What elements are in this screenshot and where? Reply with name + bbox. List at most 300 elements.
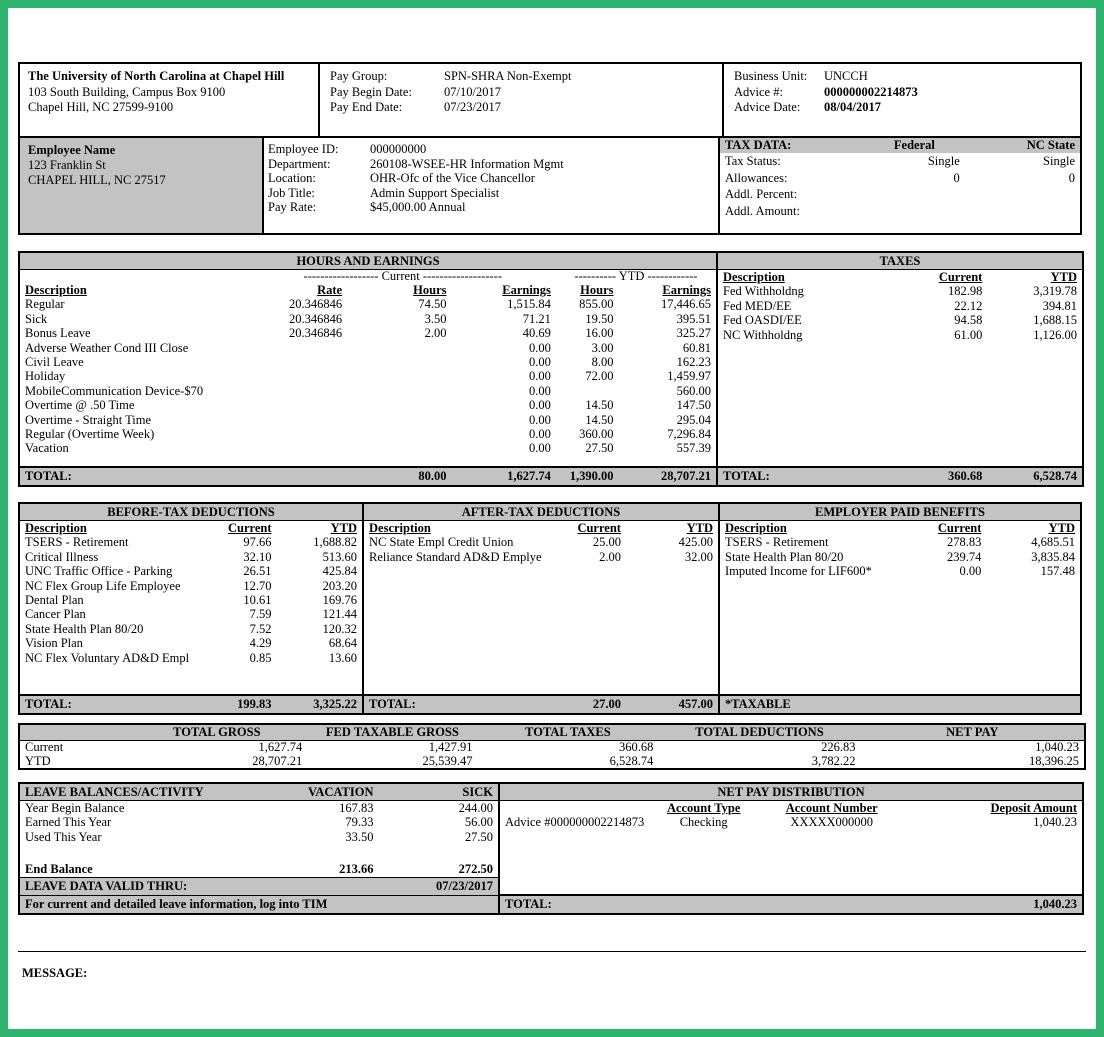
cell-account_type: Checking bbox=[679, 815, 728, 830]
hours-earnings-panel bbox=[18, 251, 718, 487]
cell-earnings: 0.00 bbox=[529, 398, 551, 413]
cell-rate bbox=[250, 398, 347, 412]
table-row bbox=[20, 413, 716, 427]
cell-current: 32.10 bbox=[243, 549, 272, 564]
document-header bbox=[18, 62, 1086, 138]
cell-ytd: 1,126.00 bbox=[1033, 327, 1077, 342]
cell-state: Single bbox=[1043, 154, 1075, 168]
cell-hours bbox=[347, 413, 451, 427]
taxes-title: TAXES bbox=[718, 253, 1082, 270]
pay-begin-row bbox=[328, 85, 714, 101]
tax-data-rows bbox=[720, 153, 1080, 219]
spacer-cell bbox=[250, 468, 347, 485]
summary-col-total-taxes: TOTAL TAXES bbox=[478, 725, 659, 741]
after-tax-total-bar bbox=[364, 694, 718, 713]
hours-earnings-title: HOURS AND EARNINGS bbox=[20, 253, 716, 270]
net-pay-col-account-type: Account Type bbox=[666, 801, 741, 815]
before-tax-col-ytd: YTD bbox=[330, 521, 357, 535]
cell-description: Sick bbox=[25, 311, 48, 326]
pay-end-label: Pay End Date: bbox=[330, 100, 403, 114]
leave-note: For current and detailed leave information, log into TIM bbox=[25, 896, 328, 911]
table-row bbox=[20, 607, 362, 621]
current-dashes: ------------------ Current ------------------- bbox=[303, 269, 502, 283]
employee-address-block bbox=[18, 136, 264, 235]
pay-group-value: SPN-SHRA Non-Exempt bbox=[444, 69, 572, 83]
table-row bbox=[720, 535, 1080, 549]
cell-earnings: 0.00 bbox=[529, 355, 551, 370]
advice-date-label: Advice Date: bbox=[734, 100, 801, 114]
pay-begin-label: Pay Begin Date: bbox=[330, 84, 412, 99]
cell-description: TSERS - Retirement bbox=[725, 535, 829, 550]
earnings-taxes-section bbox=[18, 251, 1086, 487]
cell-ytd_hours: 8.00 bbox=[591, 355, 614, 370]
cell-taxes: 360.68 bbox=[619, 740, 654, 754]
cell-vacation: 79.33 bbox=[345, 815, 374, 830]
taxes-col-ytd: YTD bbox=[1050, 270, 1077, 284]
earnings-header-row bbox=[20, 283, 716, 297]
after-tax-total-label: TOTAL: bbox=[369, 697, 416, 711]
cell-ytd: 513.60 bbox=[322, 549, 357, 564]
after-tax-total-row bbox=[364, 696, 718, 713]
cell-label: Tax Status: bbox=[725, 154, 781, 168]
cell-ytd_hours bbox=[556, 384, 619, 398]
cell-current: 182.98 bbox=[947, 284, 983, 299]
earnings-col-hours: Hours bbox=[413, 283, 447, 297]
cell-rate: 20.346846 bbox=[288, 297, 343, 312]
cell-net: 18,396.25 bbox=[1029, 753, 1079, 768]
after-tax-col-description: Description bbox=[369, 521, 431, 535]
leave-rows bbox=[20, 801, 498, 844]
cell-hours: 3.50 bbox=[424, 311, 447, 326]
cell-ytd_earnings: 17,446.65 bbox=[661, 297, 711, 312]
cell-current: 61.00 bbox=[954, 327, 983, 342]
net-pay-header-row bbox=[500, 801, 1082, 815]
cell-label: Employee ID: bbox=[268, 142, 339, 156]
message-label: MESSAGE: bbox=[22, 965, 88, 980]
cell-rate bbox=[250, 369, 347, 383]
cell-value: $45,000.00 Annual bbox=[370, 200, 466, 215]
leave-title-bar bbox=[20, 784, 498, 801]
cell-fed_gross: 1,427.91 bbox=[428, 740, 473, 754]
cell-fed_gross: 25,539.47 bbox=[422, 753, 473, 768]
cell-ytd_earnings: 560.00 bbox=[676, 383, 711, 398]
table-row bbox=[720, 203, 1080, 220]
cell-description: Critical Illness bbox=[25, 549, 99, 564]
employer-benefits-col-ytd: YTD bbox=[1048, 521, 1075, 535]
divider-line bbox=[18, 951, 1086, 952]
cell-taxes: 6,528.74 bbox=[609, 753, 654, 768]
pay-period-block bbox=[318, 62, 724, 138]
end-balance-row bbox=[20, 862, 498, 876]
before-tax-total-current: 199.83 bbox=[237, 697, 272, 711]
cell-ytd: 394.81 bbox=[1042, 298, 1077, 313]
cell-description: MobileCommunication Device-$70 bbox=[25, 383, 204, 398]
tax-federal-header: Federal bbox=[864, 138, 965, 153]
table-row bbox=[20, 312, 716, 326]
cell-label: Current bbox=[25, 740, 64, 754]
table-row bbox=[20, 622, 362, 636]
taxes-body bbox=[718, 270, 1082, 466]
cell-federal: Single bbox=[927, 154, 960, 168]
earnings-col-description: Description bbox=[25, 283, 87, 297]
cell-earnings: 0.00 bbox=[529, 441, 551, 456]
cell-ytd_hours: 360.00 bbox=[579, 427, 614, 442]
cell-federal: 0 bbox=[953, 170, 960, 185]
cell-current: 7.59 bbox=[249, 607, 272, 622]
table-row bbox=[20, 355, 716, 369]
table-row bbox=[718, 299, 1082, 313]
earnings-col-ytd-hours: Hours bbox=[580, 283, 614, 297]
employer-benefits-panel bbox=[718, 502, 1082, 715]
cell-state bbox=[965, 186, 1080, 203]
cell-rate: 20.346846 bbox=[288, 311, 343, 326]
cell-label: Job Title: bbox=[268, 185, 315, 200]
cell-amount: 1,040.23 bbox=[1033, 815, 1077, 830]
university-name: The University of North Carolina at Chapel Hill bbox=[28, 69, 285, 83]
business-unit-row bbox=[732, 69, 1072, 85]
table-row bbox=[20, 830, 498, 844]
advice-block bbox=[722, 62, 1082, 138]
cell-sick: 244.00 bbox=[458, 801, 493, 815]
university-address-block bbox=[18, 62, 320, 138]
cell-description: Imputed Income for LIF600* bbox=[725, 564, 872, 579]
cell-earnings: 0.00 bbox=[529, 340, 551, 355]
hours-earnings-body bbox=[20, 270, 716, 466]
spacer-cell bbox=[500, 801, 651, 815]
cell-earnings: 71.21 bbox=[522, 311, 551, 326]
cell-hours: 2.00 bbox=[424, 326, 447, 341]
pay-end-row bbox=[328, 100, 714, 116]
cell-ytd_hours: 19.50 bbox=[585, 311, 614, 326]
cell-vacation: 33.50 bbox=[345, 829, 374, 844]
cell-label: Allowances: bbox=[725, 170, 788, 185]
net-pay-distribution-panel bbox=[498, 782, 1084, 915]
cell-ytd_hours: 72.00 bbox=[585, 369, 614, 384]
cell-rate bbox=[250, 355, 347, 369]
cell-earnings: 0.00 bbox=[529, 427, 551, 442]
cell-ytd_earnings: 147.50 bbox=[676, 398, 711, 413]
leave-body bbox=[20, 801, 498, 877]
table-row bbox=[718, 313, 1082, 327]
cell-description: Regular (Overtime Week) bbox=[25, 427, 155, 442]
earnings-total-row bbox=[20, 468, 716, 485]
cell-description: NC State Empl Credit Union bbox=[369, 535, 514, 550]
cell-ytd: 1,688.15 bbox=[1033, 313, 1077, 328]
table-row bbox=[266, 186, 716, 201]
cell-current: 239.74 bbox=[947, 549, 982, 564]
earnings-col-ytd-earnings: Earnings bbox=[662, 283, 711, 297]
pay-end-value: 07/23/2017 bbox=[444, 100, 501, 114]
before-tax-col-current: Current bbox=[227, 521, 272, 535]
table-row bbox=[266, 200, 716, 215]
after-tax-total-ytd: 457.00 bbox=[678, 697, 713, 711]
cell-hours bbox=[347, 355, 451, 369]
cell-ytd_hours: 16.00 bbox=[585, 326, 614, 341]
cell-ytd_earnings: 7,296.84 bbox=[667, 427, 711, 442]
employer-benefits-col-description: Description bbox=[725, 521, 787, 535]
taxable-footnote: *TAXABLE bbox=[725, 697, 791, 711]
earnings-total-ytd-hours: 1,390.00 bbox=[569, 469, 614, 483]
business-unit-value: UNCCH bbox=[824, 69, 868, 83]
taxes-col-description: Description bbox=[723, 270, 785, 284]
table-row bbox=[20, 326, 716, 340]
before-tax-body bbox=[20, 521, 362, 694]
before-tax-title: BEFORE-TAX DEDUCTIONS bbox=[20, 504, 362, 521]
advice-number-label: Advice #: bbox=[734, 84, 783, 99]
cell-label: Earned This Year bbox=[25, 815, 112, 830]
table-row bbox=[720, 550, 1080, 564]
before-tax-total-bar bbox=[20, 694, 362, 713]
summary-col-net-pay: NET PAY bbox=[861, 725, 1084, 741]
leave-note-bar bbox=[20, 895, 498, 913]
cell-description: Fed Withholdng bbox=[723, 284, 804, 299]
taxes-total-bar bbox=[718, 466, 1082, 485]
employer-benefits-col-current: Current bbox=[937, 521, 982, 535]
earnings-col-rate: Rate bbox=[317, 283, 343, 297]
cell-gross: 28,707.21 bbox=[252, 753, 303, 768]
tax-data-block bbox=[718, 136, 1082, 235]
earnings-col-earnings: Earnings bbox=[502, 283, 551, 297]
cell-current: 278.83 bbox=[947, 535, 982, 550]
cell-rate bbox=[250, 441, 347, 455]
summary-rows bbox=[20, 741, 1084, 769]
cell-rate bbox=[250, 341, 347, 355]
net-pay-total-label: TOTAL: bbox=[505, 896, 552, 911]
cell-hours bbox=[347, 341, 451, 355]
table-row bbox=[20, 441, 716, 455]
advice-date-value: 08/04/2017 bbox=[824, 100, 881, 114]
tax-data-title: TAX DATA: bbox=[720, 138, 864, 153]
summary-col-total-gross: TOTAL GROSS bbox=[126, 725, 307, 741]
cell-description: Overtime @ .50 Time bbox=[25, 398, 135, 413]
advice-number-row bbox=[732, 85, 1072, 101]
cell-current: 4.29 bbox=[249, 636, 272, 651]
cell-current: 2.00 bbox=[599, 549, 621, 564]
leave-col-vacation: VACATION bbox=[307, 785, 374, 799]
net-pay-distribution-body bbox=[500, 801, 1082, 894]
tax-data-header bbox=[720, 138, 1080, 153]
cell-ytd: 4,685.51 bbox=[1031, 535, 1075, 550]
leave-valid-thru-bar bbox=[20, 877, 498, 895]
cell-description: Holiday bbox=[25, 369, 66, 384]
cell-current: 25.00 bbox=[592, 535, 621, 550]
cell-current: 97.66 bbox=[243, 535, 272, 550]
cell-ytd: 169.76 bbox=[322, 593, 357, 608]
cell-label: Pay Rate: bbox=[268, 200, 317, 215]
before-tax-header-row bbox=[20, 521, 362, 535]
cell-current: 7.52 bbox=[249, 621, 272, 636]
cell-vacation: 167.83 bbox=[339, 801, 374, 815]
employer-benefits-body bbox=[720, 521, 1080, 694]
cell-value: Admin Support Specialist bbox=[370, 185, 500, 200]
cell-ytd_earnings: 557.39 bbox=[676, 441, 711, 456]
cell-ytd_earnings: 325.27 bbox=[676, 326, 711, 341]
table-row bbox=[720, 170, 1080, 187]
advice-number-value: 000000002214873 bbox=[824, 84, 918, 99]
summary-header-row bbox=[20, 725, 1084, 741]
cell-description: State Health Plan 80/20 bbox=[25, 621, 144, 636]
taxes-total-label: TOTAL: bbox=[723, 469, 770, 483]
deductions-section bbox=[18, 502, 1086, 715]
leave-title: LEAVE BALANCES/ACTIVITY bbox=[25, 785, 204, 799]
after-tax-rows bbox=[364, 535, 718, 564]
after-tax-panel bbox=[362, 502, 720, 715]
table-row bbox=[20, 297, 716, 311]
pay-group-row bbox=[328, 69, 714, 85]
cell-current: 10.61 bbox=[243, 593, 272, 608]
employer-benefits-title: EMPLOYER PAID BENEFITS bbox=[720, 504, 1080, 521]
taxes-col-current: Current bbox=[938, 270, 983, 284]
cell-label: YTD bbox=[25, 753, 51, 768]
spacer-cell bbox=[20, 270, 250, 283]
cell-ytd_earnings: 162.23 bbox=[676, 355, 711, 370]
cell-current: 0.00 bbox=[959, 564, 982, 579]
cell-ytd: 157.48 bbox=[1040, 564, 1075, 579]
taxes-total-ytd: 6,528.74 bbox=[1033, 469, 1077, 483]
earnings-rows bbox=[20, 297, 716, 455]
table-row bbox=[20, 579, 362, 593]
cell-sick: 27.50 bbox=[464, 829, 493, 844]
cell-current: 0.85 bbox=[249, 650, 272, 665]
cell-rate: 20.346846 bbox=[288, 326, 343, 341]
earnings-total-hours: 80.00 bbox=[418, 469, 447, 483]
cell-description: NC Flex Voluntary AD&D Empl bbox=[25, 650, 190, 665]
summary-col-total-deductions: TOTAL DEDUCTIONS bbox=[658, 725, 860, 741]
cell-ytd: 120.32 bbox=[322, 621, 357, 636]
cell-deductions: 3,782.22 bbox=[811, 753, 856, 768]
cell-ytd: 425.00 bbox=[678, 535, 713, 550]
leave-col-sick: SICK bbox=[462, 785, 493, 799]
net-pay-distribution-title: NET PAY DISTRIBUTION bbox=[500, 784, 1082, 801]
blank-row bbox=[20, 844, 498, 862]
cell-description: Fed MED/EE bbox=[723, 298, 792, 313]
cell-value: 000000000 bbox=[370, 142, 427, 156]
end-balance-sick: 272.50 bbox=[458, 862, 493, 877]
employee-details-block bbox=[262, 136, 720, 235]
net-pay-col-account-number: Account Number bbox=[785, 801, 878, 815]
before-tax-panel bbox=[18, 502, 364, 715]
cell-label: Addl. Percent: bbox=[725, 187, 798, 201]
cell-rate bbox=[250, 384, 347, 398]
university-address-line2: Chapel Hill, NC 27599-9100 bbox=[28, 100, 174, 114]
cell-description: UNC Traffic Office - Parking bbox=[25, 564, 173, 579]
table-row bbox=[20, 801, 498, 815]
cell-description: Regular bbox=[25, 297, 65, 312]
after-tax-total-current: 27.00 bbox=[592, 697, 621, 711]
cell-hours bbox=[347, 384, 451, 398]
cell-value: OHR-Ofc of the Vice Chancellor bbox=[370, 171, 535, 186]
employer-benefits-footer-row bbox=[720, 696, 1080, 713]
cell-description: Overtime - Straight Time bbox=[25, 412, 152, 427]
table-row bbox=[20, 636, 362, 650]
business-unit-label: Business Unit: bbox=[734, 69, 808, 83]
table-row bbox=[718, 328, 1082, 342]
net-pay-rows bbox=[500, 815, 1082, 829]
table-row bbox=[266, 142, 716, 157]
before-tax-total-label: TOTAL: bbox=[25, 697, 72, 711]
summary-col-fed-taxable-gross: FED TAXABLE GROSS bbox=[307, 725, 477, 741]
cell-rate bbox=[250, 427, 347, 441]
cell-label: Year Begin Balance bbox=[25, 801, 125, 815]
table-row bbox=[20, 593, 362, 607]
table-row bbox=[364, 535, 718, 549]
table-row bbox=[720, 186, 1080, 203]
net-pay-col-deposit-amount: Deposit Amount bbox=[990, 801, 1077, 815]
cell-description: TSERS - Retirement bbox=[25, 535, 129, 550]
table-row bbox=[20, 564, 362, 578]
cell-ytd: 121.44 bbox=[322, 607, 357, 622]
cell-earnings: 0.00 bbox=[529, 383, 551, 398]
table-row bbox=[20, 535, 362, 549]
leave-valid-thru-label: LEAVE DATA VALID THRU: bbox=[25, 878, 188, 893]
cell-current: 26.51 bbox=[243, 564, 272, 579]
cell-ytd_hours: 14.50 bbox=[585, 398, 614, 413]
table-row bbox=[20, 550, 362, 564]
table-row bbox=[266, 171, 716, 186]
table-row bbox=[20, 815, 498, 829]
after-tax-header-row bbox=[364, 521, 718, 535]
cell-hours: 74.50 bbox=[418, 297, 447, 312]
after-tax-body bbox=[364, 521, 718, 694]
table-row bbox=[20, 341, 716, 355]
cell-ytd_hours: 14.50 bbox=[585, 412, 614, 427]
table-row bbox=[20, 741, 1084, 755]
pay-group-label: Pay Group: bbox=[330, 69, 388, 83]
cell-ytd: 68.64 bbox=[328, 636, 357, 651]
leave-valid-thru-value: 07/23/2017 bbox=[436, 878, 493, 893]
employee-name: Employee Name bbox=[28, 143, 116, 157]
earnings-dash-row bbox=[20, 270, 716, 283]
after-tax-col-current: Current bbox=[577, 521, 621, 535]
cell-earnings: 1,515.84 bbox=[507, 297, 551, 312]
earnings-total-bar bbox=[20, 466, 716, 485]
table-row bbox=[20, 651, 362, 665]
after-tax-col-ytd: YTD bbox=[686, 521, 713, 535]
cell-description: Bonus Leave bbox=[25, 326, 91, 341]
cell-ytd_earnings: 1,459.97 bbox=[667, 369, 711, 384]
cell-deductions: 226.83 bbox=[821, 740, 856, 754]
employee-address-line2: CHAPEL HILL, NC 27517 bbox=[28, 173, 166, 187]
cell-current: 22.12 bbox=[954, 298, 983, 313]
cell-description: State Health Plan 80/20 bbox=[725, 549, 844, 564]
pay-summary-section bbox=[18, 723, 1086, 770]
cell-description: Reliance Standard AD&D Emplye bbox=[369, 549, 542, 564]
cell-current: 94.58 bbox=[954, 313, 983, 328]
cell-hours bbox=[347, 441, 451, 455]
cell-ytd_earnings: 395.51 bbox=[676, 311, 711, 326]
cell-ytd: 3,835.84 bbox=[1031, 549, 1075, 564]
ytd-dashes: ---------- YTD ------------ bbox=[574, 269, 698, 283]
taxes-rows bbox=[718, 284, 1082, 342]
taxes-total-current: 360.68 bbox=[947, 469, 983, 483]
cell-state bbox=[965, 203, 1080, 220]
bottom-section bbox=[18, 782, 1086, 915]
cell-description: Vision Plan bbox=[25, 636, 83, 651]
pay-begin-value: 07/10/2017 bbox=[444, 84, 501, 99]
net-pay-total-value: 1,040.23 bbox=[1033, 896, 1077, 911]
before-tax-col-description: Description bbox=[25, 521, 87, 535]
cell-label: Used This Year bbox=[25, 829, 102, 844]
table-row bbox=[364, 550, 718, 564]
cell-sick: 56.00 bbox=[464, 815, 493, 830]
employee-section bbox=[18, 136, 1086, 235]
after-tax-title: AFTER-TAX DEDUCTIONS bbox=[364, 504, 718, 521]
table-row bbox=[720, 153, 1080, 170]
table-row bbox=[718, 284, 1082, 298]
employer-benefits-header-row bbox=[720, 521, 1080, 535]
earnings-total-earnings: 1,627.74 bbox=[507, 469, 551, 483]
cell-ytd: 13.60 bbox=[328, 650, 357, 665]
